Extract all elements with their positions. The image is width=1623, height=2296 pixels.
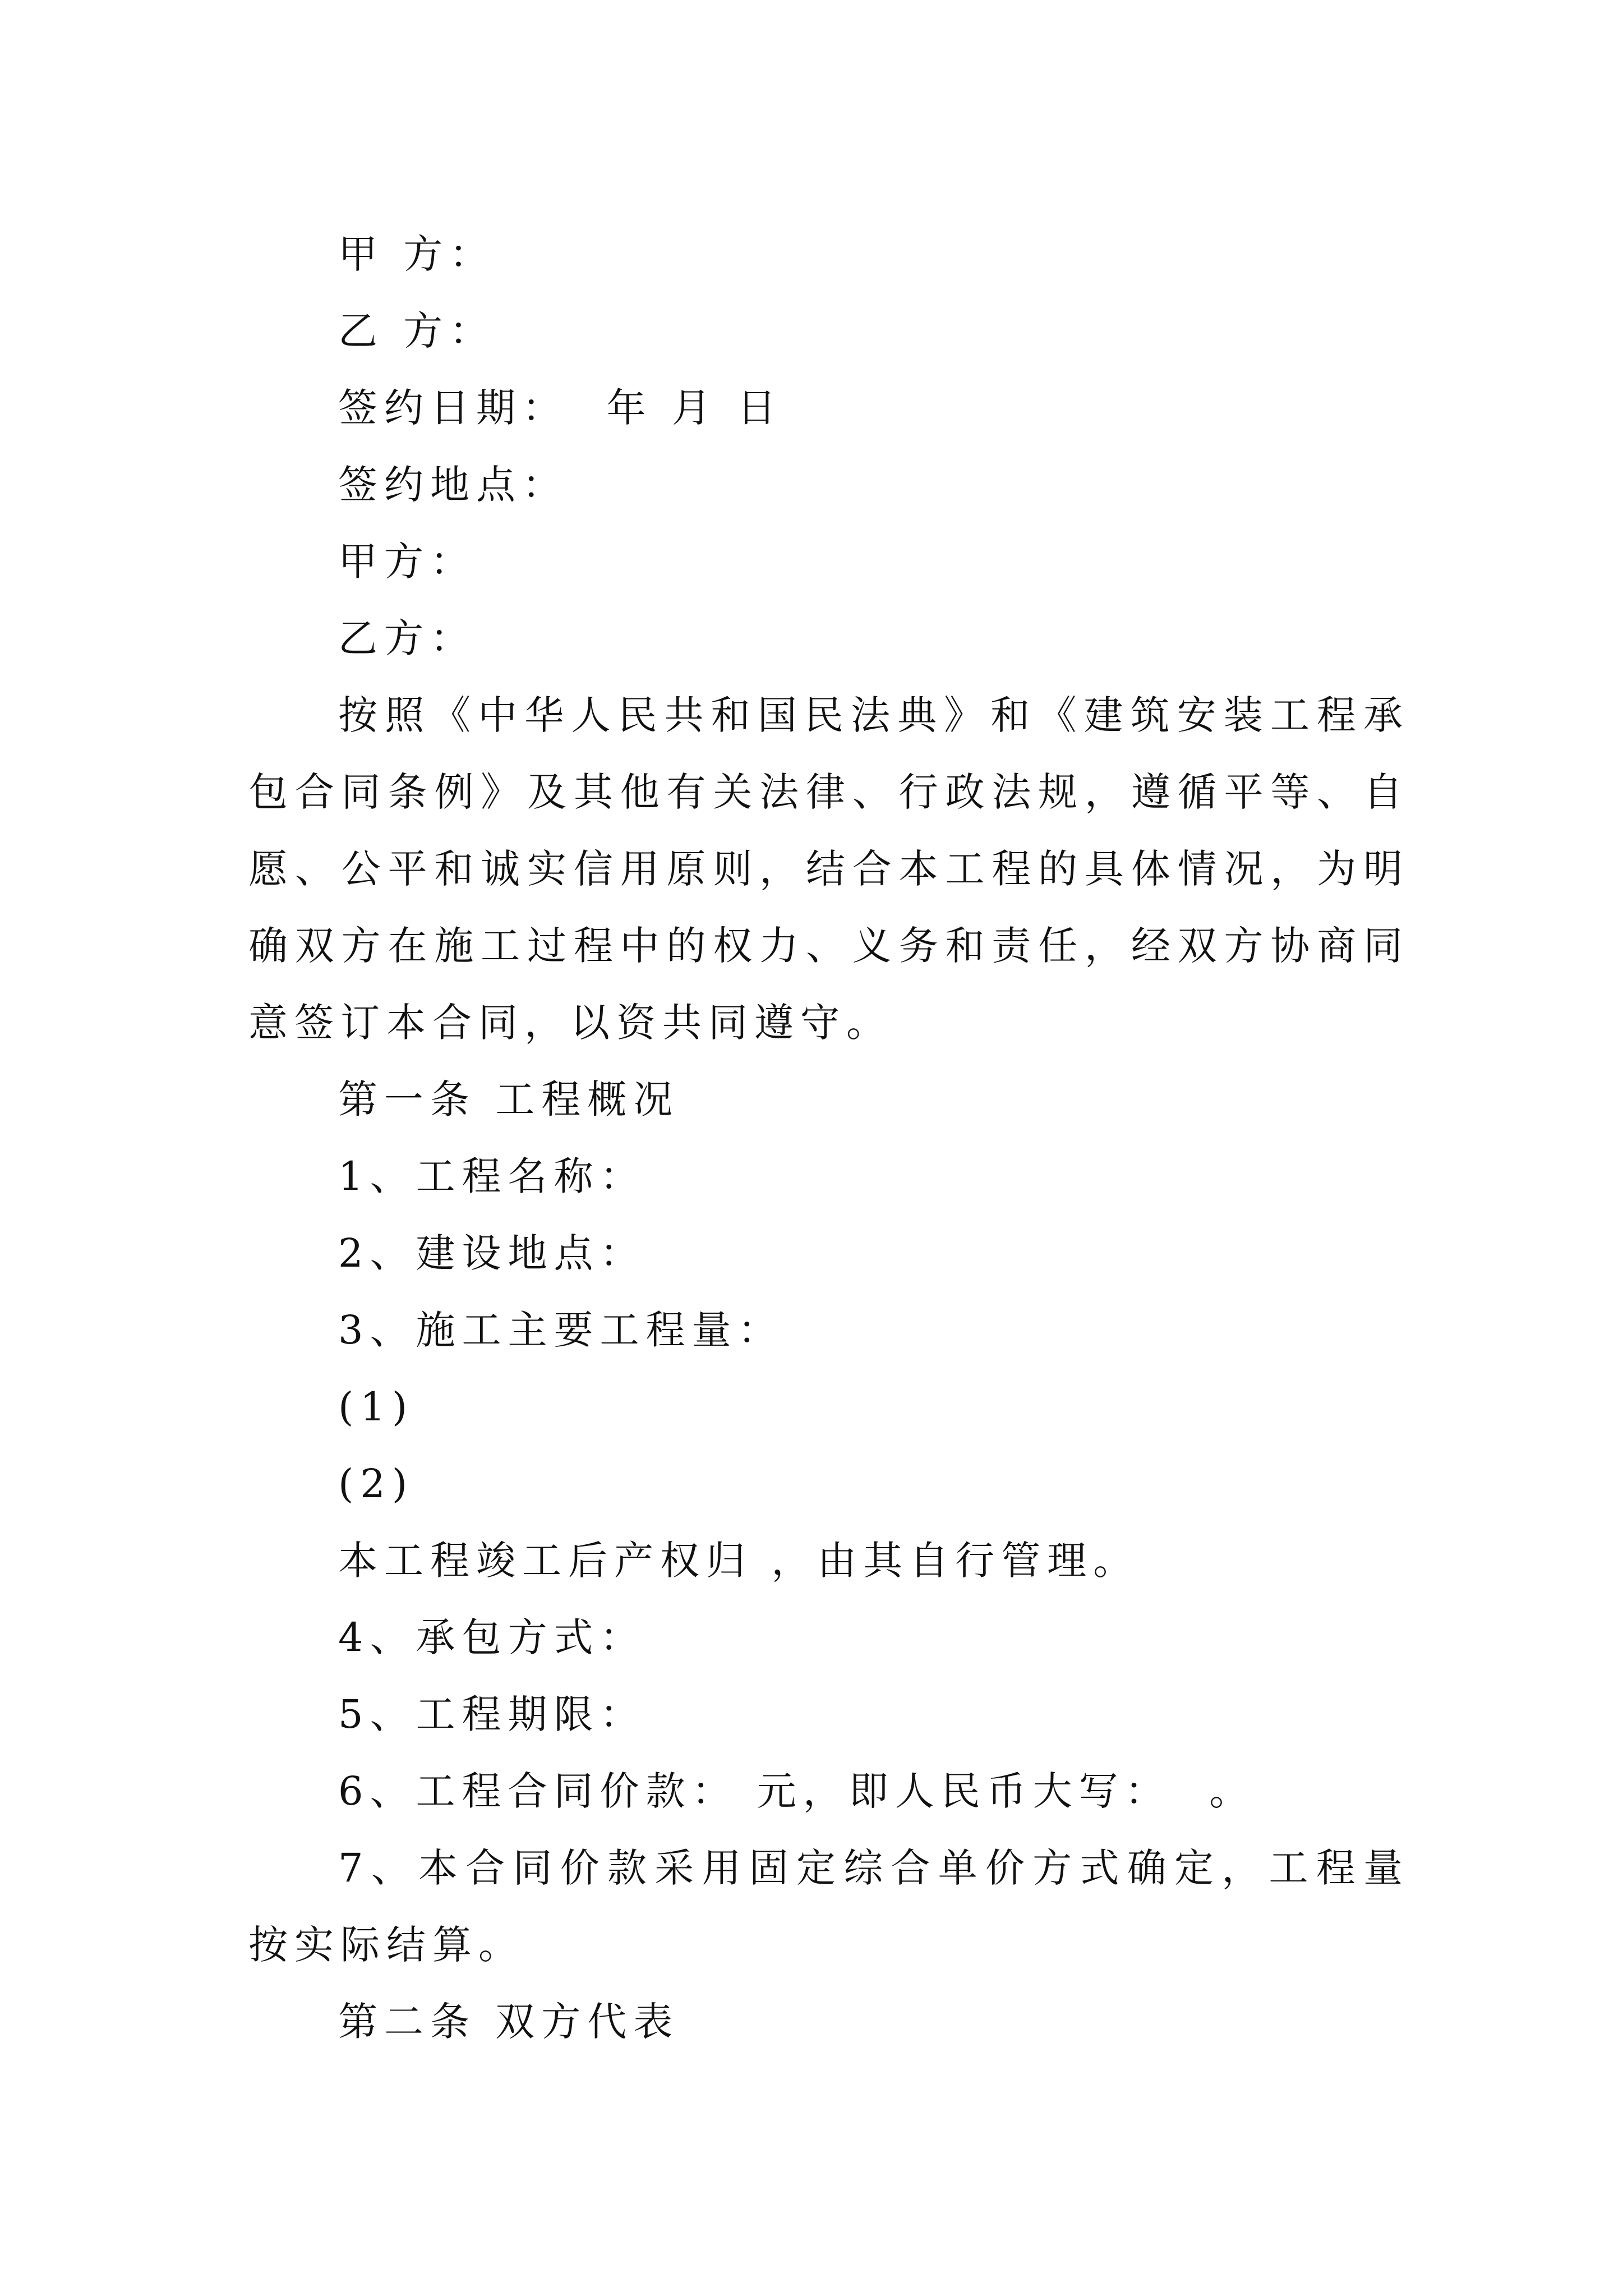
- item-6: 6、工程合同价款： 元，即人民币大写： 。: [338, 1768, 1256, 1814]
- item-3: 3、施工主要工程量：: [338, 1307, 784, 1353]
- article-1-title: 第一条 工程概况: [338, 1076, 680, 1122]
- party-a: 甲方：: [338, 539, 476, 585]
- item-5: 5、工程期限：: [338, 1691, 646, 1737]
- preamble-paragraph: 按照《中华人民共和国民法典》和《建筑安装工程承包合同条例》及其他有关法律、行政法规，遵循平等、自愿、公平和诚实信用原则，结合本工程的具体情况，为明确双方在施工过程中的权力、义务和责任，经双方协商同意签订本合同，以资共同遵守。: [248, 692, 1409, 1046]
- item-1: 1、工程名称：: [338, 1153, 646, 1199]
- party-b-header: 乙 方：: [338, 308, 496, 354]
- sign-date: 签约日期： 年 月 日: [338, 385, 783, 431]
- article-2-title: 第二条 双方代表: [338, 1999, 680, 2045]
- sign-place: 签约地点：: [338, 462, 568, 508]
- item-2: 2、建设地点：: [338, 1230, 646, 1276]
- ownership-line: 本工程竣工后产权归 ，由其自行管理。: [338, 1538, 1140, 1584]
- item-7: 7、本合同价款采用固定综合单价方式确定，工程量按实际结算。: [248, 1845, 1409, 1968]
- party-b: 乙方：: [338, 615, 476, 661]
- sub-item-1: (1): [338, 1384, 414, 1430]
- party-a-header: 甲 方：: [338, 231, 496, 277]
- sub-item-2: (2): [338, 1461, 414, 1507]
- item-4: 4、承包方式：: [338, 1614, 646, 1660]
- document-body: [248, 216, 1409, 2060]
